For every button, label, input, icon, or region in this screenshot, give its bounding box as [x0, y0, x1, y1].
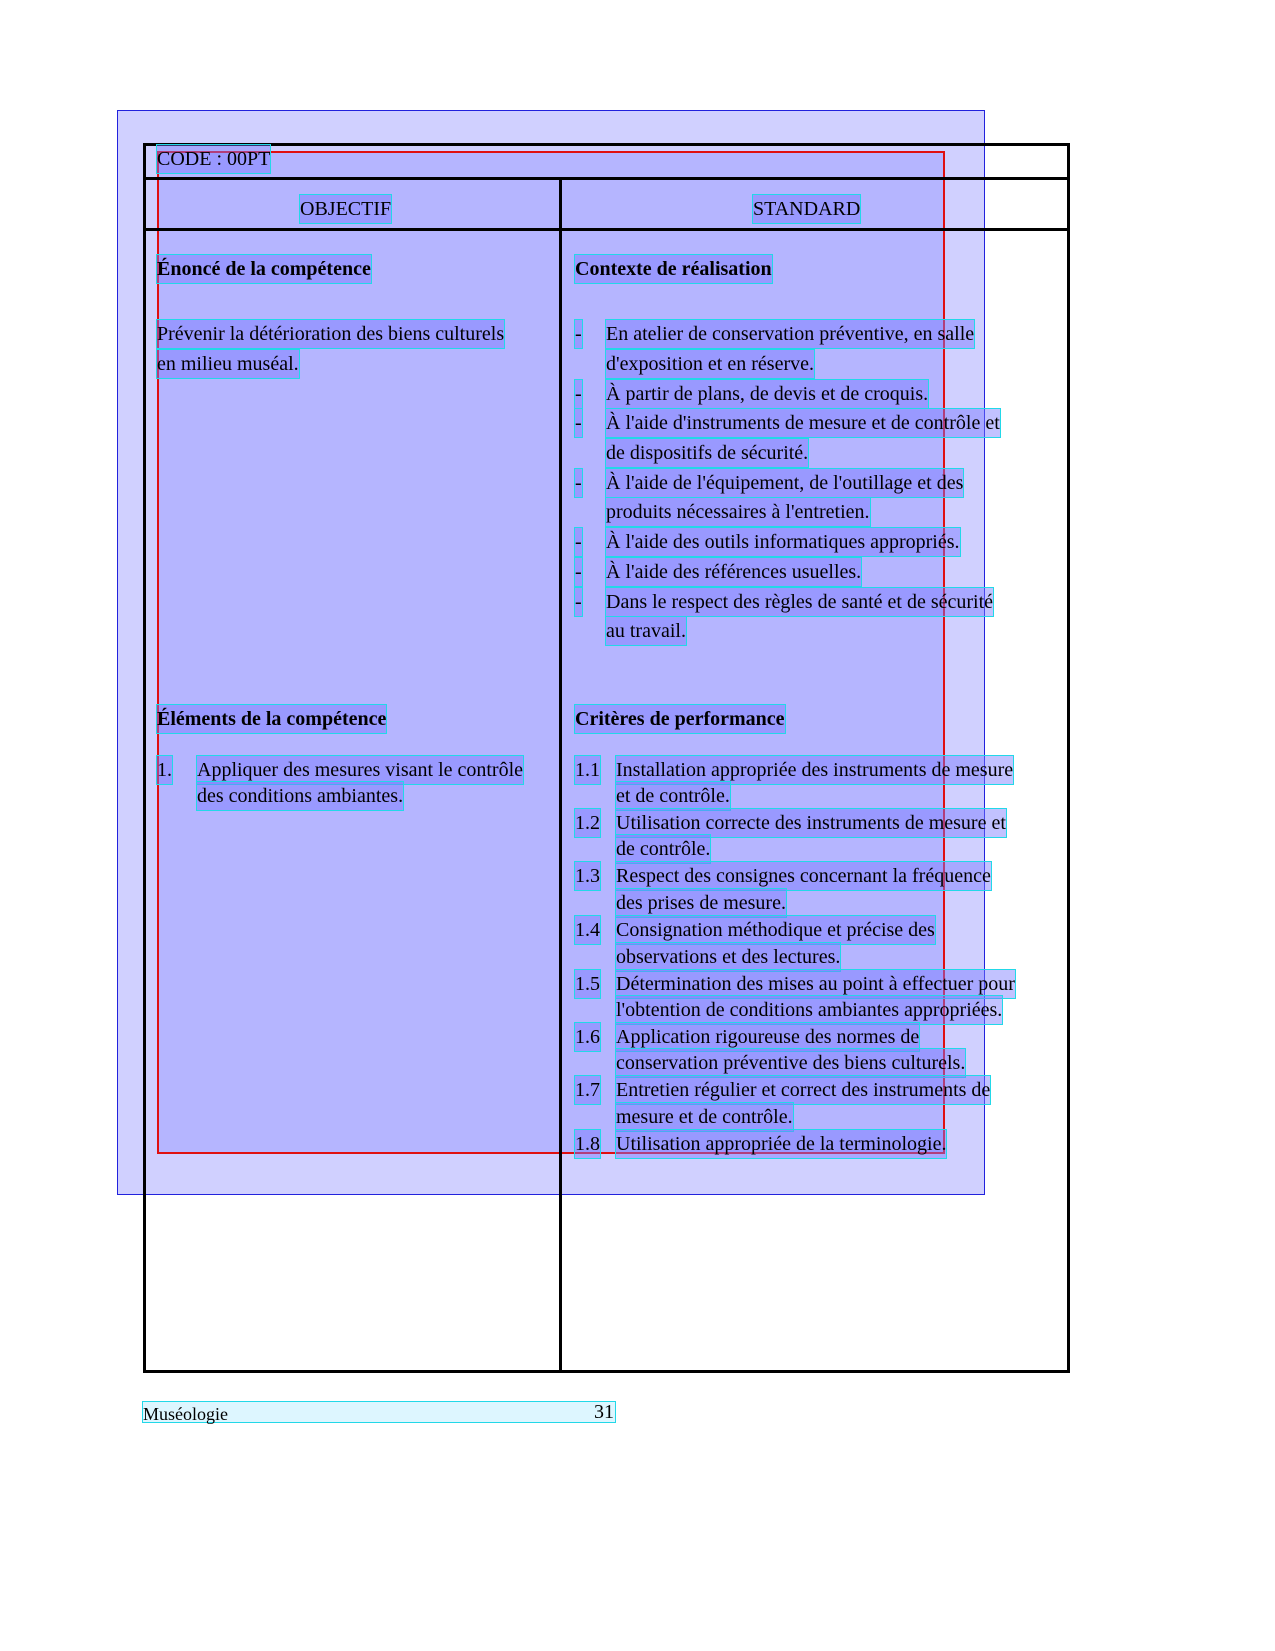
context-dash: -	[575, 558, 582, 586]
competence-text-line-2: en milieu muséal.	[157, 350, 299, 378]
table-border-top	[143, 143, 1070, 146]
elements-heading: Éléments de la compétence	[157, 705, 386, 733]
criterion-line: Respect des consignes concernant la fréquence	[616, 862, 991, 890]
criterion-number: 1.2	[575, 809, 600, 837]
context-dash: -	[575, 588, 582, 616]
criterion-line: Utilisation correcte des instruments de mesure et	[616, 809, 1006, 837]
element-line-2: des conditions ambiantes.	[197, 782, 403, 810]
context-item-line: au travail.	[606, 617, 686, 645]
page-number: 31	[594, 1401, 614, 1423]
header-objective: OBJECTIF	[300, 195, 391, 223]
criterion-number: 1.8	[575, 1130, 600, 1158]
footer-program: Muséologie	[143, 1404, 228, 1424]
criterion-line: l'obtention de conditions ambiantes appropriées.	[616, 996, 1002, 1024]
criterion-line: de contrôle.	[616, 835, 710, 863]
context-dash: -	[575, 320, 582, 348]
table-column-divider	[559, 177, 562, 1373]
context-item-line: À l'aide de l'équipement, de l'outillage et des	[606, 469, 963, 497]
context-item-line: produits nécessaires à l'entretien.	[606, 498, 870, 526]
criterion-line: Installation appropriée des instruments de mesure	[616, 756, 1013, 784]
criterion-number: 1.5	[575, 970, 600, 998]
criterion-line: Application rigoureuse des normes de	[616, 1023, 919, 1051]
context-item-line: À l'aide des outils informatiques appropriés.	[606, 528, 960, 556]
criterion-line: observations et des lectures.	[616, 943, 840, 971]
criterion-line: et de contrôle.	[616, 782, 730, 810]
competence-heading: Énoncé de la compétence	[157, 255, 371, 283]
criterion-number: 1.4	[575, 916, 600, 944]
criteria-heading: Critères de performance	[575, 705, 785, 733]
criterion-line: mesure et de contrôle.	[616, 1103, 793, 1131]
context-item-line: À l'aide d'instruments de mesure et de contrôle et	[606, 409, 1000, 437]
criterion-number: 1.1	[575, 756, 600, 784]
criterion-number: 1.3	[575, 862, 600, 890]
table-row-divider-2	[143, 228, 1070, 231]
table-border-right	[1067, 143, 1070, 1373]
context-dash: -	[575, 469, 582, 497]
context-heading: Contexte de réalisation	[575, 255, 772, 283]
element-number: 1.	[157, 756, 172, 784]
context-item-line: En atelier de conservation préventive, en salle	[606, 320, 974, 348]
context-dash: -	[575, 409, 582, 437]
criterion-line: conservation préventive des biens culturels.	[616, 1049, 965, 1077]
context-item-line: de dispositifs de sécurité.	[606, 439, 808, 467]
criterion-number: 1.7	[575, 1076, 600, 1104]
code-label: CODE : 00PT	[157, 145, 270, 173]
context-item-line: Dans le respect des règles de santé et de sécurité	[606, 588, 993, 616]
criterion-line: des prises de mesure.	[616, 889, 786, 917]
competence-text-line-1: Prévenir la détérioration des biens culturels	[157, 320, 504, 348]
context-item-line: À l'aide des références usuelles.	[606, 558, 861, 586]
header-standard: STANDARD	[753, 195, 860, 223]
criterion-number: 1.6	[575, 1023, 600, 1051]
context-dash: -	[575, 380, 582, 408]
criterion-line: Détermination des mises au point à effectuer pour	[616, 970, 1015, 998]
element-line-1: Appliquer des mesures visant le contrôle	[197, 756, 523, 784]
table-border-bottom	[143, 1370, 1070, 1373]
criterion-line: Utilisation appropriée de la terminologie.	[616, 1130, 946, 1158]
table-border-left	[143, 143, 146, 1373]
criterion-line: Entretien régulier et correct des instruments de	[616, 1076, 990, 1104]
context-dash: -	[575, 528, 582, 556]
criterion-line: Consignation méthodique et précise des	[616, 916, 935, 944]
context-item-line: d'exposition et en réserve.	[606, 350, 814, 378]
context-item-line: À partir de plans, de devis et de croquis.	[606, 380, 928, 408]
table-row-divider-1	[143, 177, 1070, 180]
